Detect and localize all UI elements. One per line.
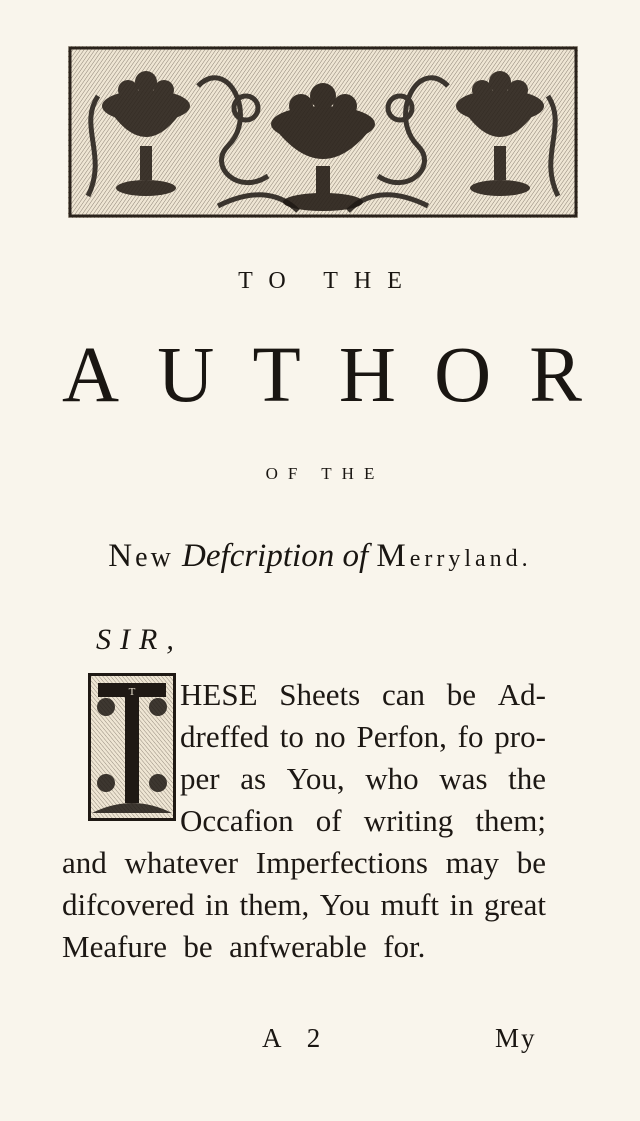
letter-body — [62, 674, 546, 968]
body-line — [62, 758, 546, 800]
drop-initial-letter: T — [128, 686, 136, 698]
body-word: them, — [239, 887, 310, 922]
body-word: can — [381, 677, 425, 712]
body-word: was — [439, 761, 488, 796]
work-title — [0, 538, 640, 575]
body-line — [62, 884, 546, 926]
title-merry-initial: M — [376, 538, 410, 574]
body-word: anfwerable — [229, 929, 367, 964]
body-word: the — [508, 761, 546, 796]
author-letter-o: O — [434, 332, 492, 419]
body-word: HESE — [180, 677, 258, 712]
body-word: pro- — [494, 719, 546, 754]
body-word: in — [449, 887, 474, 922]
body-word: Meafure — [62, 929, 167, 964]
heading-author — [62, 332, 582, 419]
body-word: them; — [475, 803, 546, 838]
title-word-description: Defcription — [182, 538, 335, 574]
catchword: My — [495, 1023, 537, 1053]
body-word: to — [279, 719, 304, 754]
author-letter-h: H — [338, 332, 396, 419]
body-word: fo — [457, 719, 484, 754]
body-word: be — [183, 929, 213, 964]
body-word: as — [240, 761, 267, 796]
heading-of-the: OF THE — [265, 464, 385, 483]
ornamental-headpiece — [68, 46, 578, 218]
body-line — [62, 842, 546, 884]
body-word: be — [516, 845, 546, 880]
author-letter-a: A — [62, 332, 120, 419]
title-new-rest: ew — [135, 542, 174, 573]
body-word: Occafion — [180, 803, 294, 838]
body-word: dreffed — [180, 719, 269, 754]
body-word: whatever — [124, 845, 239, 880]
body-line — [62, 674, 546, 716]
body-word: writing — [363, 803, 454, 838]
body-line — [62, 716, 546, 758]
author-letter-r: R — [529, 332, 582, 419]
body-word: muft — [380, 887, 440, 922]
body-word: in — [204, 887, 230, 922]
page-footer — [0, 1023, 640, 1063]
author-letter-u: U — [157, 332, 215, 419]
body-word: great — [484, 887, 546, 922]
heading-to-the: TO THE — [238, 268, 418, 294]
title-merry-rest: erryland. — [409, 546, 532, 572]
body-word: Ad- — [497, 677, 546, 712]
body-word: per — [180, 761, 220, 796]
body-word: You — [319, 887, 371, 922]
headpiece-ornament-icon — [68, 46, 578, 218]
body-word: of — [315, 803, 342, 838]
body-word: and — [62, 845, 107, 880]
salutation: SIR, — [96, 623, 183, 656]
title-new-initial: N — [108, 538, 136, 574]
body-word: who — [365, 761, 419, 796]
body-word: Sheets — [279, 677, 361, 712]
body-word: for. — [383, 929, 426, 964]
body-word: no — [314, 719, 346, 754]
body-word: Imperfections — [255, 845, 428, 880]
title-word-merryland — [376, 538, 532, 574]
body-word: Perfon, — [356, 719, 447, 754]
body-line — [62, 926, 546, 968]
body-word: difcovered — [62, 887, 195, 922]
body-word: be — [446, 677, 476, 712]
title-word-new — [108, 538, 174, 574]
signature-mark: A 2 — [262, 1023, 331, 1053]
author-letter-t: T — [252, 332, 301, 419]
title-word-of: of — [342, 538, 369, 574]
body-word: may — [445, 845, 500, 880]
body-line — [62, 800, 546, 842]
body-word: You, — [286, 761, 345, 796]
